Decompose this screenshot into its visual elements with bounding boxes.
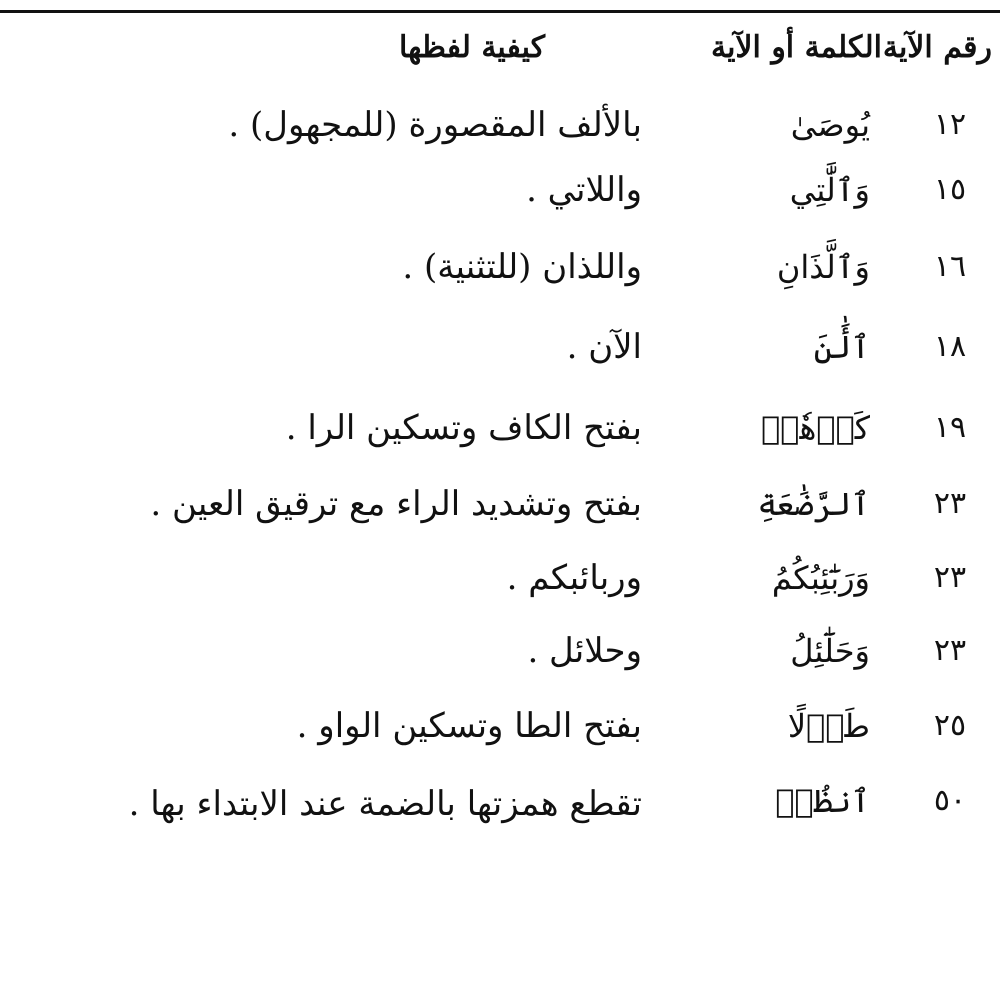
quran-word: يُوصَىٰ <box>790 106 870 144</box>
verse-number: ٢٣ <box>933 633 967 668</box>
quran-word: كَرۡهٗاۖ <box>761 409 870 447</box>
pronunciation-note: بفتح الطا وتسكين الواو . <box>296 706 642 746</box>
verse-number: ١٢ <box>933 107 967 142</box>
header-verse-number: رقم الآية <box>882 30 992 65</box>
top-rule <box>0 10 1000 13</box>
table-row <box>0 95 1000 159</box>
table-header <box>0 28 1000 78</box>
table-row <box>0 621 1000 685</box>
quran-word: ٱلَٰٔنَ <box>813 328 870 366</box>
pronunciation-note: بفتح الكاف وتسكين الرا . <box>285 408 642 448</box>
quran-word: وَحَلَٰٓئِلُ <box>790 632 870 670</box>
table-row <box>0 771 1000 921</box>
pronunciation-note: واللاتي . <box>526 170 642 210</box>
verse-number: ١٦ <box>933 249 967 284</box>
table-row <box>0 474 1000 538</box>
quran-word: وَرَبَٰٓئِبُكُمُ <box>771 559 870 597</box>
verse-number: ٢٣ <box>933 486 967 521</box>
pronunciation-note: وربائبكم . <box>506 558 642 598</box>
verse-number: ٢٥ <box>933 708 967 743</box>
verse-number: ٢٣ <box>933 560 967 595</box>
quran-word: طَوۡلًا <box>787 707 870 745</box>
pronunciation-note: بفتح وتشديد الراء مع ترقيق العين . <box>150 484 642 524</box>
pronunciation-note: واللذان (للتثنية) . <box>402 247 642 287</box>
table-row <box>0 398 1000 462</box>
verse-number: ١٩ <box>933 410 967 445</box>
header-pronunciation: كيفية لفظها <box>399 30 545 65</box>
table-row <box>0 317 1000 381</box>
quran-word: وَٱلَّذَانِ <box>776 248 870 286</box>
pronunciation-note: الآن . <box>566 327 642 367</box>
pronunciation-note: بالألف المقصورة (للمجهول) . <box>228 105 642 145</box>
quran-word: ٱلرَّضَٰعَةِ <box>757 485 870 523</box>
quran-word: ٱنظُرۡ <box>775 782 870 820</box>
verse-number: ٥٠ <box>933 783 967 818</box>
quran-word: وَٱلَّٰتِي <box>789 171 870 209</box>
table-row <box>0 548 1000 612</box>
table-row <box>0 237 1000 301</box>
pronunciation-note: وحلائل . <box>527 631 642 671</box>
verse-number: ١٨ <box>933 329 967 364</box>
table-row <box>0 160 1000 224</box>
table-row <box>0 696 1000 760</box>
verse-number: ١٥ <box>933 172 967 207</box>
pronunciation-note: تقطع همزتها بالضمة عند الابتداء بها . <box>128 784 642 824</box>
header-word-or-verse: الكلمة أو الآية <box>711 30 882 65</box>
